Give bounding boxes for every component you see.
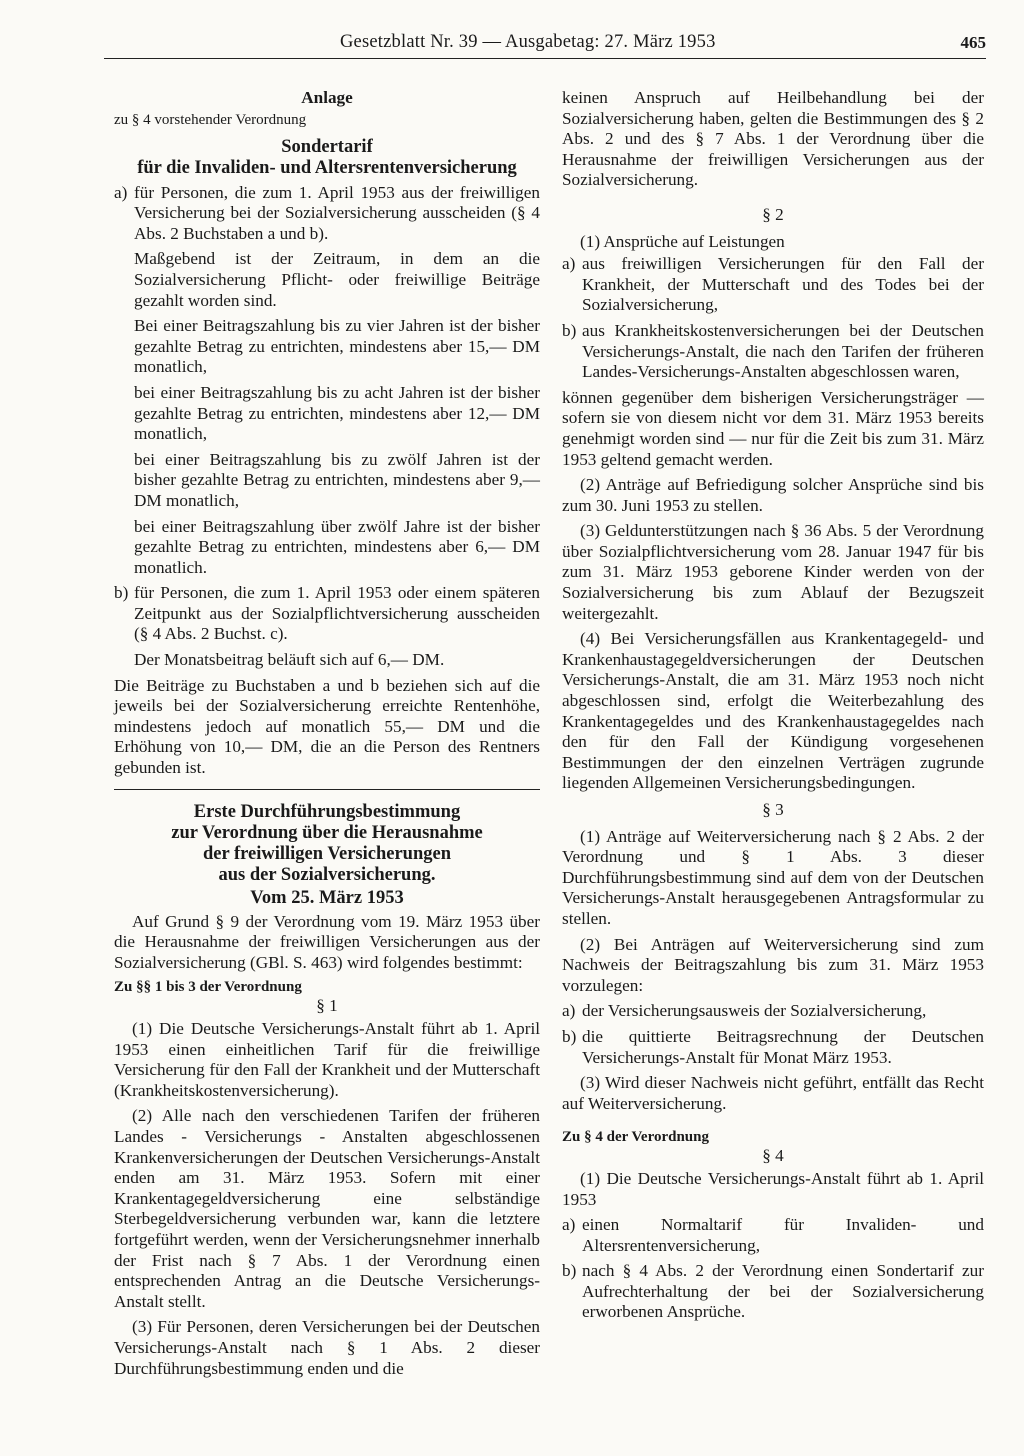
divider [114, 789, 540, 790]
item-label: a) [562, 1001, 576, 1021]
anlage-subtitle: zu § 4 vorstehender Verordnung [114, 111, 307, 128]
section-title-line: der freiwilligen Versicherungen [202, 843, 452, 864]
left-column [114, 88, 540, 1384]
item-text: für Personen, die zum 1. April 1953 oder einem späteren Zeitpunkt aus der Sozialpflichtversicherung ausscheiden (§ 4 Abs. 2 Buchst. c). [134, 583, 540, 644]
subheading: Zu §§ 1 bis 3 der Verordnung [114, 979, 302, 996]
paragraph: (1) Die Deutsche Versicherungs-Anstalt führt ab 1. April 1953 [562, 1168, 984, 1209]
paragraph: keinen Anspruch auf Heilbehandlung bei der Sozialversicherung haben, gelten die Bestimmungen des § 2 Abs. 2 und des § 7 Abs. 1 der Verordnung über die Herausnahme der freiwilligen Versicherungen aus der Sozialversicherung. [562, 88, 984, 190]
item-text: aus Krankheitskostenversicherungen bei der Deutschen Versicherungs-Anstalt, die nach den Tarifen der früheren Landes-Versicherungs-Anstalten abgeschlossen waren, [582, 320, 984, 382]
item-text: für Personen, die zum 1. April 1953 aus der freiwilligen Versicherung bei der Sozialversicherung ausscheiden (§ 4 Abs. 2 Buchstaben a und b). [134, 182, 540, 243]
section-symbol: § 4 [762, 1146, 784, 1166]
section-symbol: § 3 [762, 800, 784, 819]
page-number: 465 [960, 33, 986, 52]
list-item-a [562, 1215, 984, 1256]
paragraph: (3) Für Personen, deren Versicherungen bei der Deutschen Versicherungs-Anstalt nach § 1 Abs. 2 dieser Durchführungsbestimmung enden und die [114, 1317, 540, 1378]
paragraph: Auf Grund § 9 der Verordnung vom 19. März 1953 über die Herausnahme der freiwilligen Versicherungen aus der Sozialversicherung (GBl. S. 463) wird folgendes bestimmt: [114, 911, 540, 972]
item-label: a) [562, 254, 576, 274]
paragraph: (1) Anträge auf Weiterversicherung nach § 2 Abs. 2 der Verordnung und § 1 Abs. 3 dieser Durchführungsbestimmung sind auf dem von der Deutschen Versicherungs-Anstalt herausgegebenen Antragsformular zu stellen. [562, 826, 984, 928]
section-title-line: Erste Durchführungsbestimmung [193, 801, 461, 822]
list-item-a [114, 183, 540, 245]
paragraph: (2) Bei Anträgen auf Weiterversicherung sind zum Nachweis der Beitragszahlung bis zum 31. März 1953 vorzulegen: [562, 934, 984, 995]
section-title-line: aus der Sozialversicherung. [218, 864, 436, 885]
list-item-b [562, 1261, 984, 1323]
list-item-b [562, 321, 984, 383]
paragraph: Der Monatsbeitrag beläuft sich auf 6,— DM. [134, 650, 445, 670]
paragraph: Die Beiträge zu Buchstaben a und b beziehen sich auf die jeweils bei der Sozialversicherung erreichte Rentenhöhe, mindestens jedoch auf monatlich 55,— DM und die Erhöhung von 10,— DM, die an die Person des Rentners gebunden ist. [114, 675, 540, 778]
paragraph: bei einer Beitragszahlung bis zu acht Jahren ist der bisher gezahlte Betrag zu entrichten, mindestens aber 12,— DM monatlich, [134, 382, 540, 444]
page-header [104, 30, 986, 59]
paragraph: (2) Alle nach den verschiedenen Tarifen der früheren Landes - Versicherungs - Anstalten abgeschlossenen Krankenversicherungen der Deutschen Versicherungs-Anstalt enden am 31. März 1953. Sofern mit einer Krankentagegeldversicherung eine selbständige Sterbegeldversicherung verbunden war, kann die letztere fortgeführt werden, wenn der Versicherungsnehmer innerhalb der Frist nach § 7 Abs. 1 der Verordnung einen entsprechenden Antrag an die Deutsche Versicherungs-Anstalt stellt. [114, 1106, 540, 1311]
item-label: b) [114, 583, 129, 603]
item-label: b) [562, 1026, 577, 1046]
paragraph: (1) Ansprüche auf Leistungen [580, 231, 785, 251]
paragraph: (3) Wird dieser Nachweis nicht geführt, entfällt das Recht auf Weiterversicherung. [562, 1073, 984, 1113]
paragraph: (1) Die Deutsche Versicherungs-Anstalt führt ab 1. April 1953 einen einheitlichen Tarif für die freiwillige Versicherung für den Fall der Krankheit und der Mutterschaft (Krankheitskostenversicherung). [114, 1019, 540, 1100]
right-column [562, 88, 984, 1328]
section-symbol: § 2 [762, 204, 784, 224]
paragraph: bei einer Beitragszahlung über zwölf Jahre ist der bisher gezahlte Betrag zu entrichten, mindestens aber 6,— DM monatlich. [134, 516, 540, 577]
section-title-line: zur Verordnung über die Herausnahme [171, 822, 483, 843]
paragraph: (3) Geldunterstützungen nach § 36 Abs. 5 der Verordnung über Sozialpflichtversicherung vom 28. Januar 1947 für bis zum 31. März 1953 geborene Kinder werden von der Sozialversicherung bis zum Ablauf der Bezugszeit weitergezahlt. [562, 521, 984, 623]
item-label: b) [562, 1261, 577, 1281]
paragraph: (4) Bei Versicherungsfällen aus Krankentagegeld- und Krankenhaustagegeldversicherungen der Deutschen Versicherungs-Anstalt, die am 31. März 1953 noch nicht abgeschlossen sind, erfolgt die Weiterbezahlung des Krankentagegeldes und des Krankenhaustagegeldes nach den für den Fall der Kündigung vorgesehenen Bestimmungen der den einzelnen Verträgen zugrunde liegenden Allgemeinen Versicherungsbedingungen. [562, 629, 984, 793]
paragraph: können gegenüber dem bisherigen Versicherungsträger — sofern sie von diesem nicht vor dem 31. März 1953 bereits genehmigt worden sind — nur für die Zeit bis zum 31. März 1953 geltend gemacht werden. [562, 387, 984, 469]
item-text: die quittierte Beitragsrechnung der Deutschen Versicherungs-Anstalt für Monat März 1953. [582, 1026, 984, 1067]
paragraph: Bei einer Beitragszahlung bis zu vier Jahren ist der bisher gezahlte Betrag zu entrichten, mindestens aber 15,— DM monatlich, [134, 316, 540, 377]
item-label: a) [114, 182, 128, 202]
subheading: Zu § 4 der Verordnung [562, 1129, 709, 1146]
item-label: a) [562, 1215, 576, 1235]
list-item-b [562, 1027, 984, 1068]
item-text: der Versicherungsausweis der Sozialversicherung, [582, 1001, 927, 1021]
tarif-title: Sondertarif [281, 136, 373, 157]
section-date: Vom 25. März 1953 [250, 887, 404, 908]
paragraph: bei einer Beitragszahlung bis zu zwölf Jahren ist der bisher gezahlte Betrag zu entrichten, mindestens aber 9,— DM monatlich, [134, 449, 540, 510]
list-item-b [114, 583, 540, 645]
item-label: b) [562, 320, 577, 340]
tarif-subtitle: für die Invaliden- und Altersrentenversicherung [137, 157, 517, 178]
list-item-a [562, 254, 984, 316]
item-text: aus freiwilligen Versicherungen für den Fall der Krankheit, der Mutterschaft und des Todes bei der Sozialversicherung, [582, 254, 984, 315]
anlage-title: Anlage [301, 88, 353, 107]
paragraph: (2) Anträge auf Befriedigung solcher Ansprüche sind bis zum 30. Juni 1953 zu stellen. [562, 475, 984, 515]
item-text: nach § 4 Abs. 2 der Verordnung einen Sondertarif zur Aufrechterhaltung der bei der Sozialversicherung erworbenen Ansprüche. [582, 1261, 984, 1322]
paragraph: Maßgebend ist der Zeitraum, in dem an die Sozialversicherung Pflicht- oder freiwillige Beiträge gezahlt worden sind. [134, 249, 540, 310]
item-text: einen Normaltarif für Invaliden- und Altersrentenversicherung, [582, 1215, 984, 1255]
list-item-a [562, 1001, 984, 1022]
section-symbol: § 1 [316, 996, 338, 1016]
header-title: Gesetzblatt Nr. 39 — Ausgabetag: 27. März 1953 [340, 32, 716, 52]
